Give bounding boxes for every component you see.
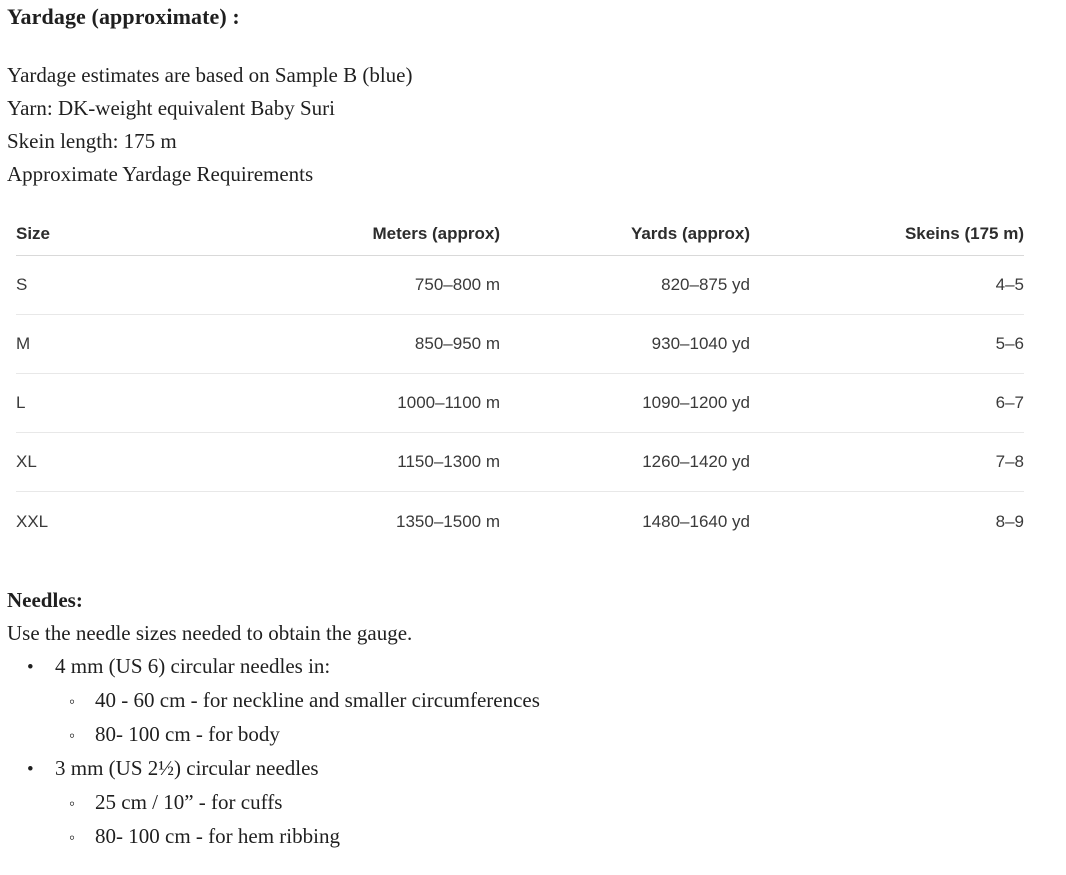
cell-yards: 1090–1200 yd [642, 393, 750, 412]
cell-skeins: 8–9 [995, 511, 1024, 531]
column-header-skeins: Skeins (175 m) [904, 224, 1024, 243]
cell-skeins: 4–5 [995, 275, 1024, 294]
table-row [16, 315, 1024, 374]
table-header-row [16, 224, 1024, 256]
sub-list-item [7, 684, 1066, 718]
circle-bullet-icon: ◦ [69, 794, 76, 813]
cell-size: S [16, 275, 28, 294]
column-header-meters: Meters (approx) [372, 224, 500, 243]
list-item-label: 3 mm (US 2½) circular needles [55, 756, 319, 780]
circle-bullet-icon: ◦ [69, 828, 76, 847]
cell-size: XXL [16, 511, 49, 531]
table-row [16, 374, 1024, 433]
intro-line: Yardage estimates are based on Sample B (blue) [7, 63, 413, 87]
cell-meters: 1350–1500 m [396, 511, 500, 531]
cell-size: M [16, 334, 31, 353]
column-header-yards: Yards (approx) [630, 224, 750, 243]
sub-list-item [7, 718, 1066, 752]
table-row [16, 433, 1024, 492]
needles-heading: Needles: [7, 588, 83, 612]
bullet-icon: • [27, 657, 34, 678]
sub-list-item-label: 80- 100 cm - for hem ribbing [95, 824, 340, 848]
cell-skeins: 7–8 [995, 452, 1024, 471]
circle-bullet-icon: ◦ [69, 692, 76, 711]
cell-meters: 1150–1300 m [397, 452, 500, 471]
list-item [7, 752, 1066, 786]
cell-meters: 850–950 m [414, 334, 500, 353]
cell-size: L [16, 393, 26, 412]
needles-section [7, 584, 1066, 854]
list-item [7, 650, 1066, 684]
cell-skeins: 5–6 [995, 334, 1024, 353]
cell-size: XL [16, 452, 37, 471]
bullet-icon: • [27, 759, 34, 780]
cell-meters: 1000–1100 m [397, 393, 500, 412]
document-page [0, 4, 1066, 854]
needles-intro: Use the needle sizes needed to obtain the gauge. [7, 621, 413, 645]
cell-skeins: 6–7 [995, 393, 1024, 412]
sub-list-item [7, 786, 1066, 820]
cell-yards: 930–1040 yd [651, 334, 750, 353]
cell-yards: 820–875 yd [661, 275, 750, 294]
intro-line: Skein length: 175 m [7, 129, 177, 153]
table-row [16, 256, 1024, 315]
cell-yards: 1480–1640 yd [642, 511, 750, 531]
intro-line: Yarn: DK-weight equivalent Baby Suri [7, 96, 335, 120]
section-title: Yardage (approximate) : [7, 4, 240, 29]
sub-list-item-label: 80- 100 cm - for body [95, 722, 280, 746]
yardage-table [16, 224, 1024, 551]
column-header-size: Size [16, 224, 51, 243]
sub-list-item [7, 820, 1066, 854]
circle-bullet-icon: ◦ [69, 726, 76, 745]
sub-list-item-label: 25 cm / 10” - for cuffs [95, 790, 283, 814]
list-item-label: 4 mm (US 6) circular needles in: [55, 654, 331, 678]
sub-list-item-label: 40 - 60 cm - for neckline and smaller circumferences [95, 688, 540, 712]
needles-list [7, 650, 1066, 854]
cell-yards: 1260–1420 yd [642, 452, 750, 471]
table-row [16, 492, 1024, 551]
intro-paragraph [7, 59, 1066, 191]
cell-meters: 750–800 m [414, 275, 500, 294]
intro-line: Approximate Yardage Requirements [7, 162, 314, 186]
